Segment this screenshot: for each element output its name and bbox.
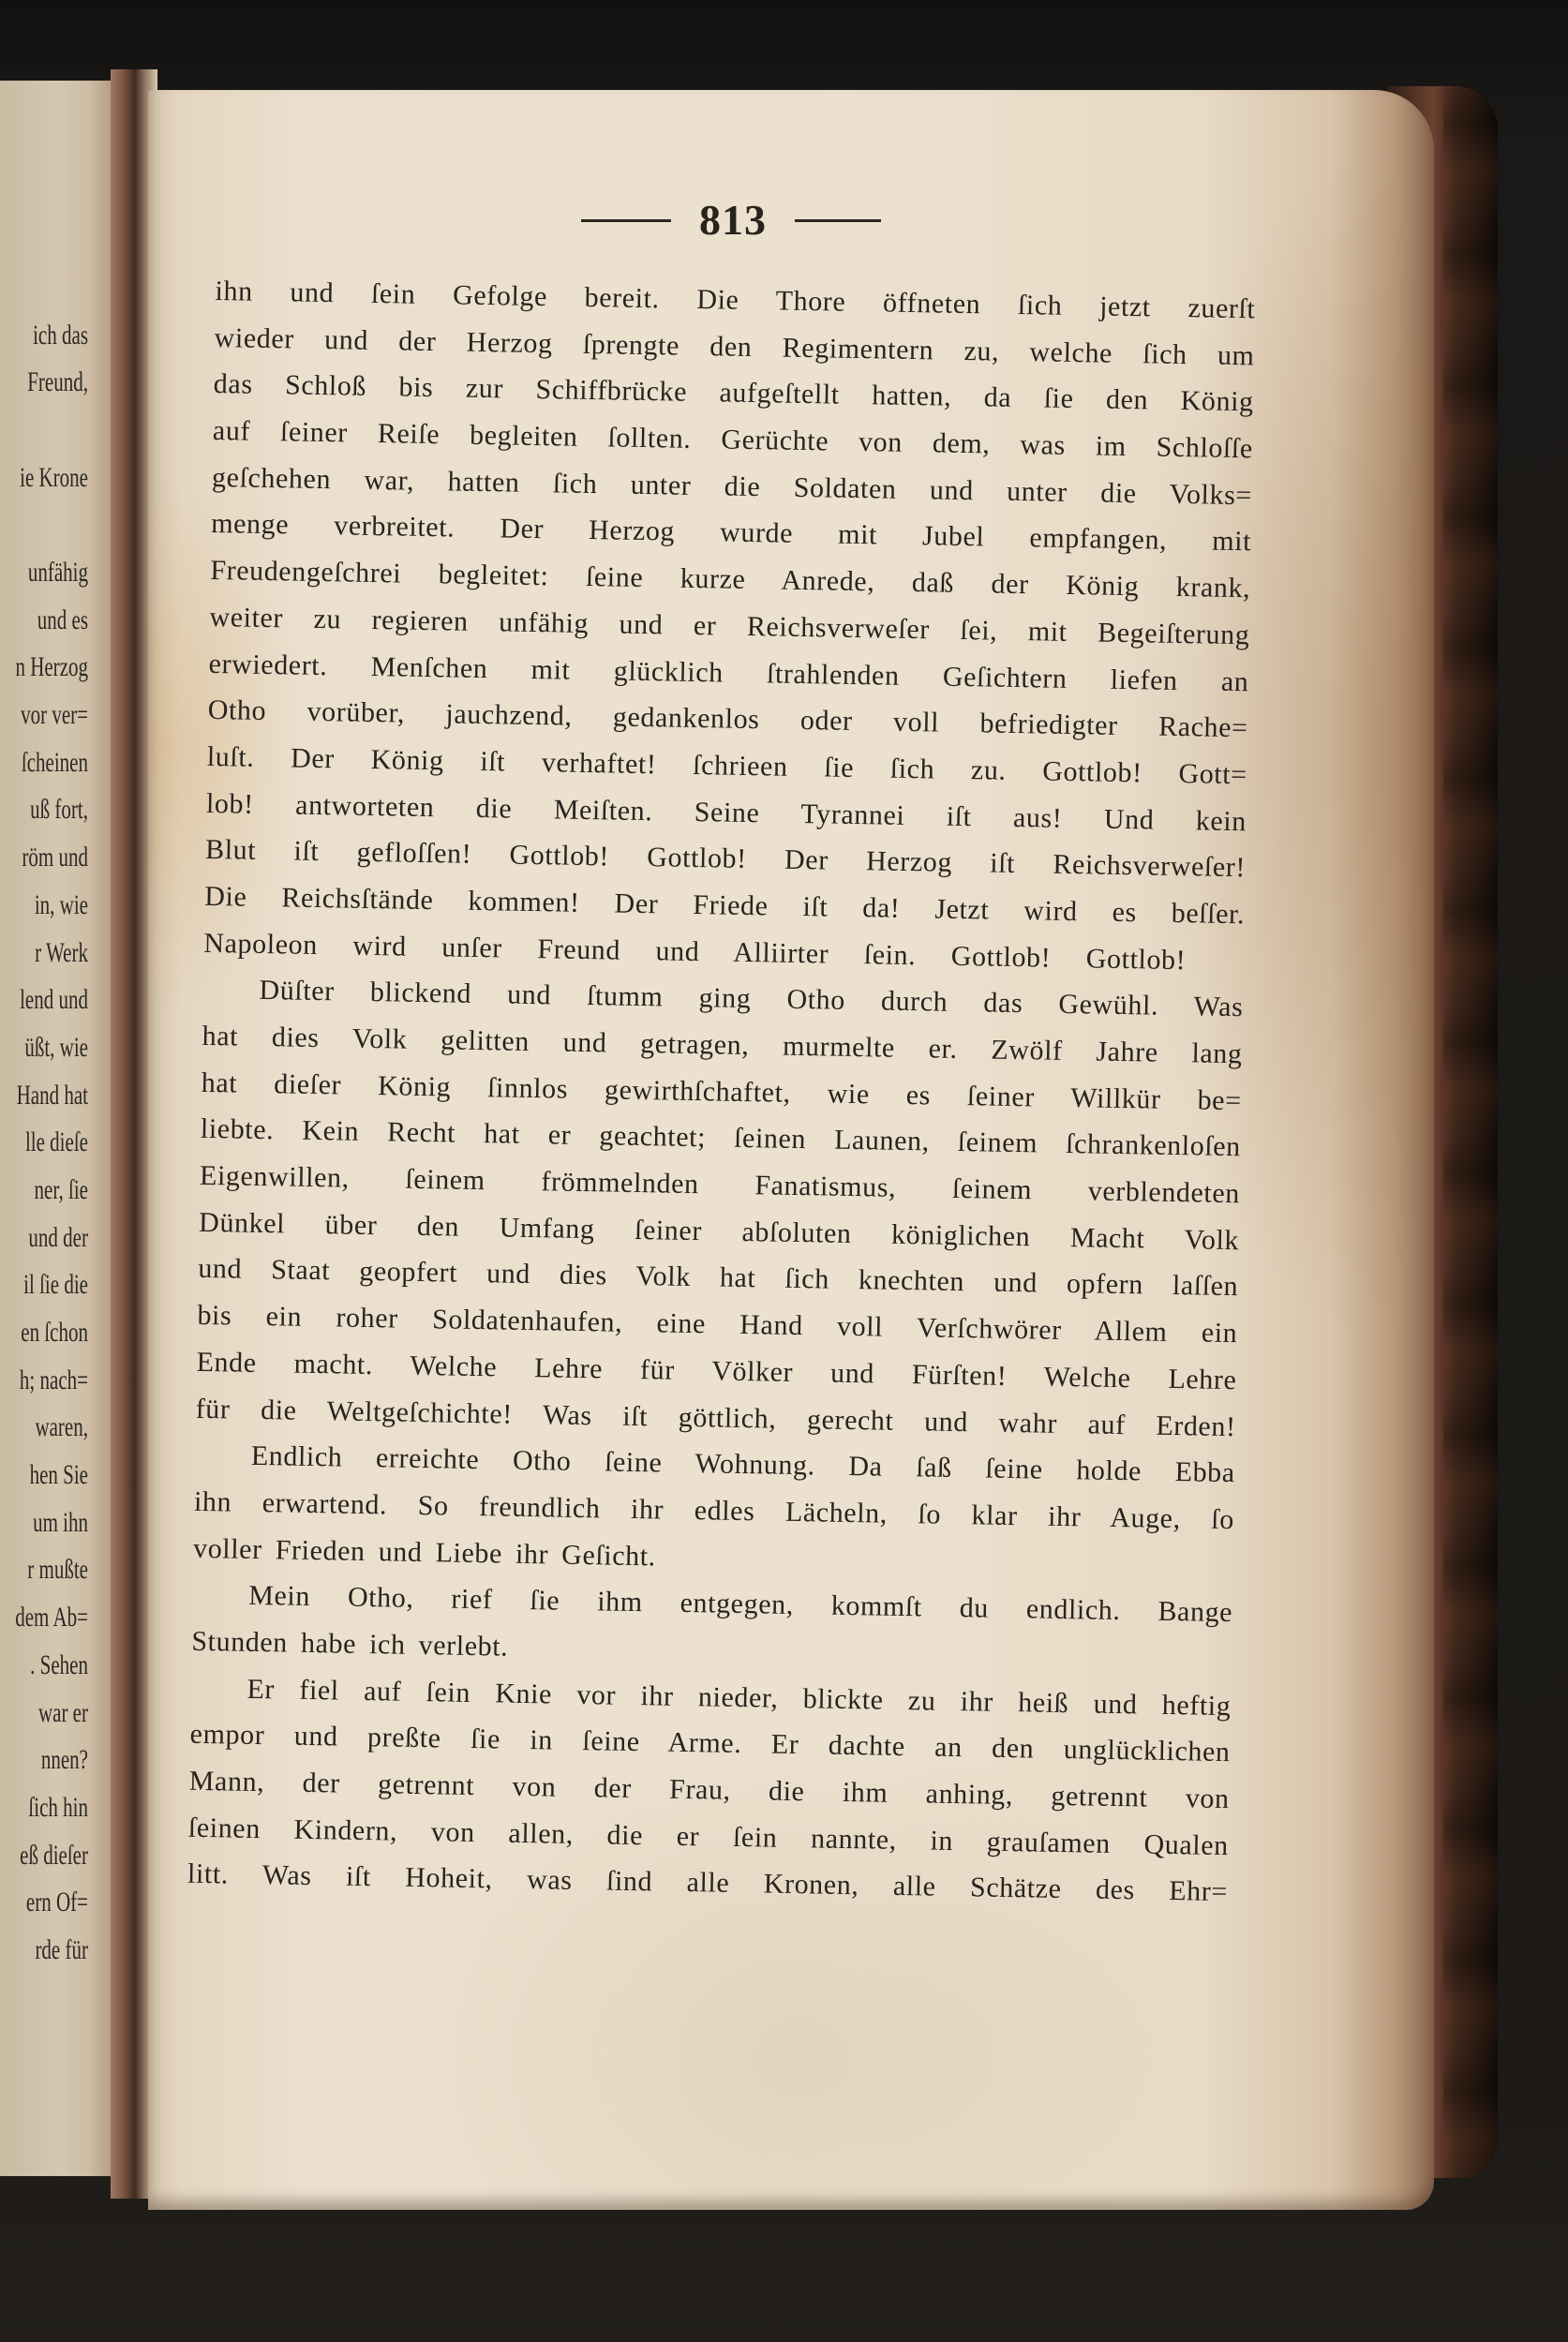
header-rule-left (581, 219, 671, 222)
left-page-line: n Herzog (15, 651, 88, 683)
paragraph (203, 268, 1256, 985)
left-page-line: um ihn (33, 1506, 88, 1538)
paragraph (193, 1432, 1235, 1589)
text-line: litt. Was iſt Hoheit, was ſind alle Kronen, alle Schätze des Ehr= (187, 1858, 1229, 1908)
text-line: weiter zu regieren unfähig und er Reichsverweſer ſei, mit Begeiſterung (209, 601, 1250, 651)
text-line: ſeinen Kindern, von allen, die er ſein nannte, in grauſamen Qualen (187, 1812, 1230, 1861)
left-page-line: r Werk (35, 936, 88, 968)
text-line: Mein Otho, rief ſie ihm entgegen, kommſt du endlich. Bange (247, 1580, 1233, 1629)
text-line: menge verbreitet. Der Herzog wurde mit Jubel empfangen, mit (210, 508, 1252, 558)
text-line: Blut iſt gefloſſen! Gottlob! Gottlob! Der Herzog iſt Reichsverweſer! (204, 834, 1247, 884)
page-number: 813 (699, 196, 767, 244)
left-page-line: uß fort, (30, 794, 88, 826)
left-page-line: röm und (22, 842, 88, 873)
text-block (187, 268, 1256, 1916)
text-line: für die Weltgeſchichte! Was iſt göttlich, gerecht und wahr auf Erden! (195, 1393, 1236, 1442)
text-line: ihn und ſein Gefolge bereit. Die Thore öffneten ſich jetzt zuerſt (215, 275, 1256, 325)
left-page-line: ſich hin (28, 1791, 88, 1823)
page-header (581, 192, 881, 248)
left-page-line: unfähig (27, 557, 88, 589)
text-line: voller Frieden und Liebe ihr Geſicht. (192, 1532, 657, 1572)
left-page-line: in, wie (34, 888, 88, 920)
text-line: Ende macht. Welche Lehre für Völker und Fürſten! Welche Lehre (196, 1346, 1237, 1396)
text-line: Dünkel über den Umfang ſeiner abſoluten königlichen Macht Volk (198, 1206, 1240, 1256)
left-page-line: ſcheinen (21, 746, 88, 778)
left-page-line: Freund, (27, 366, 88, 398)
left-page-line: r mußte (27, 1554, 88, 1586)
left-page-line: nnen? (40, 1744, 88, 1776)
left-page-line: en ſchon (21, 1317, 88, 1349)
left-page-text (0, 312, 88, 1975)
left-page-line: vor ver= (21, 699, 88, 731)
left-page-line (0, 407, 88, 455)
text-line: erwiedert. Menſchen mit glücklich ſtrahlenden Geſichtern liefen an (208, 648, 1249, 697)
left-page-line: . Sehen (30, 1648, 88, 1680)
left-page-line: hen Sie (29, 1459, 88, 1491)
text-line: auf ſeiner Reiſe begleiten ſollten. Gerüchte von dem, was im Schloſſe (212, 415, 1254, 465)
text-line: hat dieſer König ſinnlos gewirthſchaftet, wie es ſeiner Willkür be= (201, 1067, 1242, 1116)
text-line: Er fiel auf ſein Knie vor ihr nieder, blickte zu ihr heiß und heftig (246, 1673, 1232, 1722)
text-line: Mann, der getrennt von der Frau, die ihm anhing, getrennt von (188, 1765, 1230, 1815)
left-page-line: und der (28, 1221, 88, 1253)
left-page-line: waren, (35, 1411, 88, 1443)
left-page-line: h; nach= (19, 1364, 88, 1395)
left-page-line: rde für (35, 1933, 88, 1965)
left-page-line: dem Ab= (15, 1602, 88, 1633)
left-page-line: ern Of= (25, 1887, 88, 1918)
text-line: ihn erwartend. So freundlich ihr edles Lächeln, ſo klar ihr Auge, ſo (193, 1485, 1235, 1536)
left-page-line: eß dieſer (20, 1839, 88, 1871)
text-line: luſt. Der König iſt verhaftet! ſchrieen ſie ſich zu. Gottlob! Gott= (206, 740, 1248, 791)
text-line: Die Reichsſtände kommen! Der Friede iſt da! Jetzt wird es beſſer. (204, 880, 1246, 931)
left-page-line: lle dieſe (24, 1126, 88, 1158)
text-line: Düſter blickend und ſtumm ging Otho durch das Gewühl. Was (259, 975, 1244, 1023)
paragraph (187, 1664, 1232, 1916)
text-line: Freudengeſchrei begleitet: ſeine kurze Anrede, daß der König krank, (210, 555, 1251, 604)
left-page-line: il ſie die (23, 1269, 88, 1301)
paragraph (191, 1572, 1233, 1683)
text-line: Stunden habe ich verlebt. (191, 1625, 509, 1663)
text-line: das Schloß bis zur Schiffbrücke aufgeſtellt hatten, da ſie den König (213, 368, 1254, 418)
left-page-line: lend und (20, 984, 88, 1016)
text-line: hat dies Volk gelitten und getragen, murmelte er. Zwölf Jahre lang (202, 1020, 1243, 1070)
text-line: Otho vorüber, jauchzend, gedankenlos oder voll befriedigter Rache= (207, 694, 1248, 744)
text-line: Endlich erreichte Otho ſeine Wohnung. Da ſaß ſeine holde Ebba (250, 1440, 1236, 1489)
text-line: und Staat geopfert und dies Volk hat ſich knechten und opfern laſſen (198, 1253, 1239, 1303)
left-page-line: ich das (33, 319, 88, 351)
right-page (148, 90, 1434, 2210)
text-line: geſchehen war, hatten ſich unter die Soldaten und unter die Volks= (211, 461, 1253, 512)
text-line: wieder und der Herzog ſprengte den Regimentern zu, welche ſich um (214, 321, 1255, 372)
left-page-line: war er (37, 1696, 88, 1728)
header-rule-right (795, 219, 881, 222)
text-line: liebte. Kein Recht hat er geachtet; ſeinen Launen, ſeinem ſchrankenloſen (200, 1113, 1242, 1163)
left-page-line (0, 501, 88, 549)
left-page-line: ie Krone (20, 461, 88, 493)
paragraph (195, 966, 1244, 1450)
text-line: lob! antworteten die Meiſten. Seine Tyrannei iſt aus! Und kein (205, 787, 1247, 837)
text-line: Napoleon wird unſer Freund und Alliirter ſein. Gottlob! Gottlob! (203, 927, 1187, 976)
text-line: bis ein roher Soldatenhaufen, eine Hand voll Verſchwörer Allem ein (197, 1299, 1238, 1350)
left-page-line: und es (37, 604, 88, 635)
left-page-line: üßt, wie (24, 1031, 88, 1063)
text-line: Eigenwillen, ſeinem frömmelnden Fanatismus, ſeinem verblendeten (199, 1159, 1241, 1210)
left-page-line: ner, ſie (34, 1173, 88, 1205)
left-page-line: Hand hat (16, 1079, 88, 1111)
text-line: empor und preßte ſie in ſeine Arme. Er dachte an den unglücklichen (189, 1719, 1231, 1768)
